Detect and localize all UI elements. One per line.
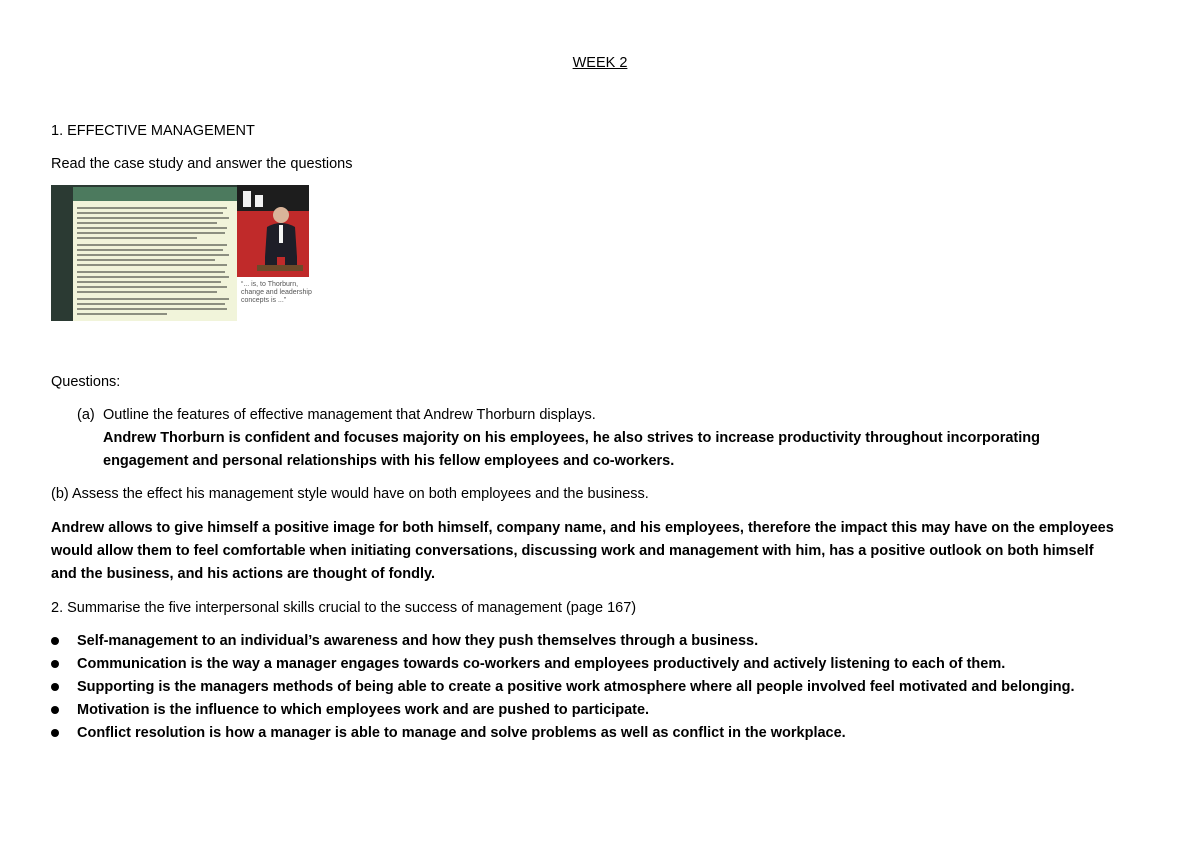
- answer-b-line-3: and the business, and his actions are thought of fondly.: [51, 566, 436, 582]
- case-study-image: [51, 185, 327, 321]
- question-2-text: 2. Summarise the five interpersonal skills crucial to the success of management (page 167): [51, 600, 637, 616]
- bullet-icon: [51, 660, 59, 668]
- page-title: WEEK 2: [572, 55, 628, 71]
- bullet-icon: [51, 729, 59, 737]
- question-a-label: (a): [77, 407, 95, 423]
- photo-caption: “... is, to Thorburn, change and leadership concepts is ...”: [241, 281, 312, 304]
- case-study-header-bar: [73, 187, 237, 201]
- answer-a-line-1: Andrew Thorburn is confident and focuses majority on his employees, he also strives to increase productivity throughout incorporating: [103, 430, 1041, 446]
- bullet-icon: [51, 683, 59, 691]
- answer-b-line-1: Andrew allows to give himself a positive image for both himself, company name, and his employees, therefore the impact this may have on the employees: [51, 520, 1114, 536]
- answer-a-line-2: engagement and personal relationships with his fellow employees and co-workers.: [103, 453, 675, 469]
- person-photo: [237, 185, 309, 277]
- answer-b-line-2: would allow them to feel comfortable when initiating conversations, discussing work and management with him, has a positive outlook on both himself: [51, 543, 1094, 559]
- bullet-icon: [51, 637, 59, 645]
- section-heading: 1. EFFECTIVE MANAGEMENT: [51, 123, 255, 139]
- question-b-text: (b) Assess the effect his management style would have on both employees and the business.: [51, 486, 649, 502]
- questions-label: Questions:: [51, 374, 121, 390]
- document-page: WEEK 2 1. EFFECTIVE MANAGEMENT Read the case study and answer the questions “... is, to Thorburn, change and leadership concepts is ...” Questions: (a) Outline the features of effective management that Andrew Thorburn displays. Andrew Thorburn is confident and focuses majority on his employees, he also strives to increase productivity throughout incorporating engagement and personal relationships with his fellow employees and co-workers. (b) Assess the effect his management style would have on both employees and the business. Andrew allows to give himself a positive image for both himself, company name, and his employees, therefore the impact this may have on the employees would allow them to feel comfortable when initiating conversations, discussing work and management with him, has a positive outlook on both himself and the business, and his actions are thought of fondly. 2. Summarise the five interpersonal skills crucial to the success of management (page 167) Self-management to an individual’s awareness and how they push themselves through a business. Communication is the way a manager engages towards co-workers and employees productively and actively listening to each of them. Supporting is the managers methods of being able to create a positive work atmosphere where all people involved feel motivated and belonging. Motivation is the influence to which employees work and are pushed to participate. Conflict resolution is how a manager is able to manage and solve problems as well as conflict in the workplace.: [0, 0, 1200, 848]
- bullet-icon: [51, 706, 59, 714]
- case-study-page: [51, 185, 237, 321]
- question-a-text: Outline the features of effective management that Andrew Thorburn displays.: [103, 407, 596, 423]
- case-study-text-block: [73, 201, 237, 321]
- instruction-text: Read the case study and answer the questions: [51, 156, 353, 172]
